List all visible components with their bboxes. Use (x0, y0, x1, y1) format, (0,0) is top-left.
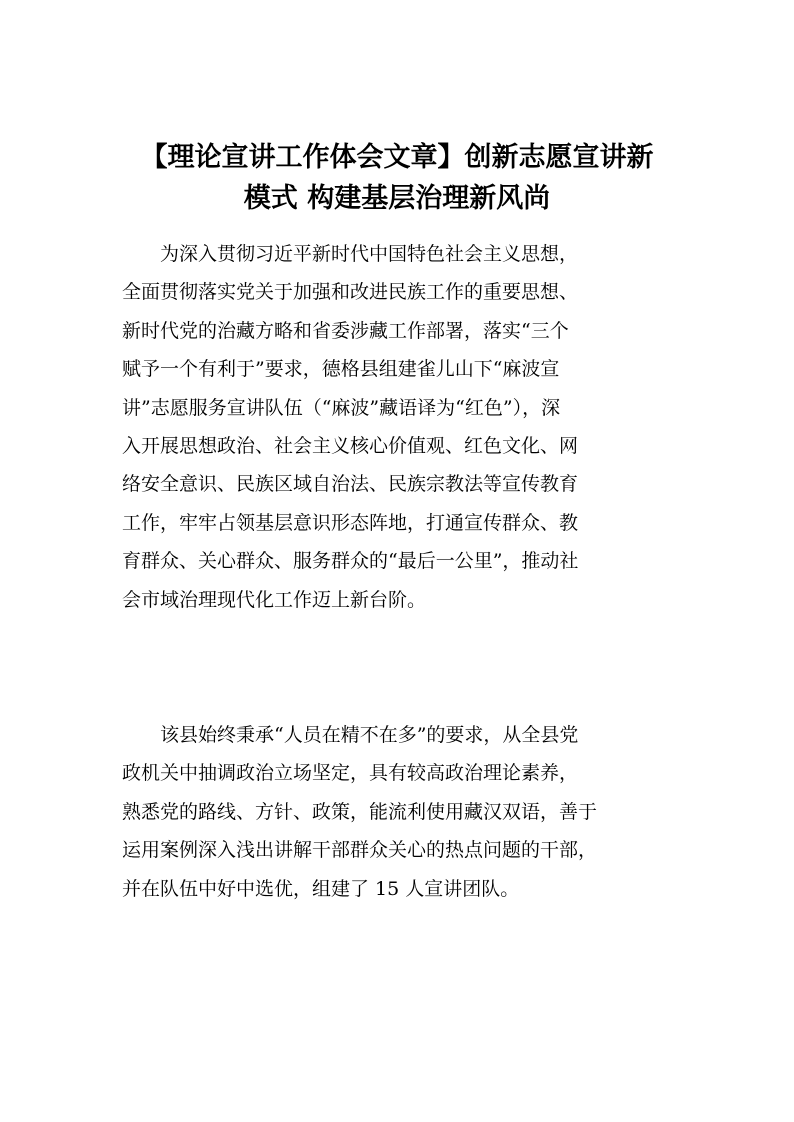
article-title: 【理论宣讲工作体会文章】创新志愿宣讲新 模式 构建基层治理新风尚 (140, 142, 654, 214)
body-paragraph-1: 为深入贯彻习近平新时代中国特色社会主义思想， 全面贯彻落实党关于加强和改进民族工作的重要思想、 新时代党的治藏方略和省委涉藏工作部署，落实“三个 赋予一个有利于”要求，德格县组建雀儿山下“麻波宣 讲”志愿服务宣讲队伍（“麻波”藏语译为“红色”），深 入开展思想政治、社会主义核心价值观、红色文化、网 络安全意识、民族区域自治法、民族宗教法等宣传教育 工作，牢牢占领基层意识形态阵地，打通宣传群众、教 育群众、关心群众、服务群众的“最后一公里”，推动社 会市域治理现代化工作迈上新台阶。 (122, 243, 579, 611)
body-paragraph-2: 该县始终秉承“人员在精不在多”的要求，从全县党 政机关中抽调政治立场坚定，具有较高政治理论素养， 熟悉党的路线、方针、政策，能流利使用藏汉双语，善于 运用案例深入浅出讲解干部群众关心的热点问题的干部， 并在队伍中好中选优，组建了 15 人宣讲团队。 (122, 724, 598, 900)
